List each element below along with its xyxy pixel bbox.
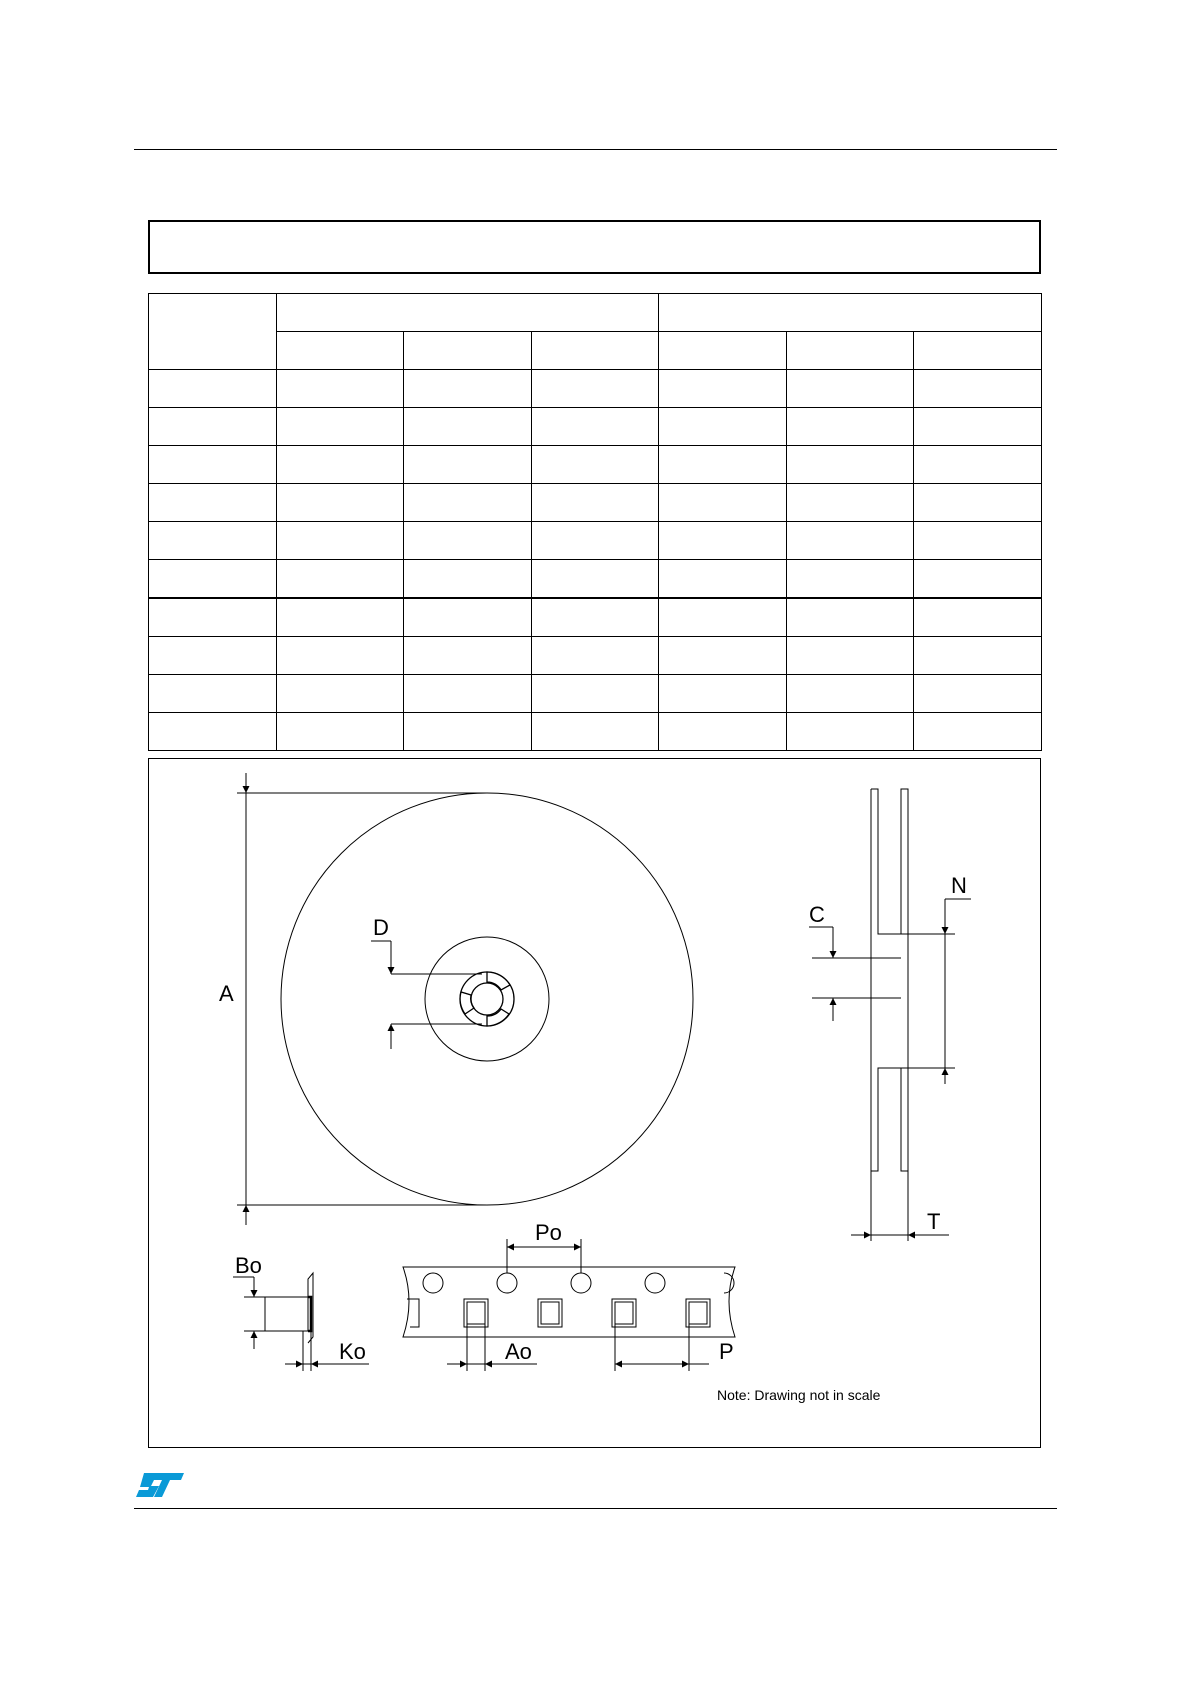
pocket bbox=[612, 1299, 636, 1327]
table-row bbox=[149, 408, 1042, 446]
header-cell-group-2 bbox=[659, 294, 1042, 332]
subheader-cell bbox=[787, 332, 914, 370]
label-bo: Bo bbox=[235, 1253, 262, 1278]
subheader-cell bbox=[404, 332, 532, 370]
subheader-cell bbox=[659, 332, 787, 370]
table-row bbox=[149, 560, 1042, 599]
sprocket-hole bbox=[645, 1273, 665, 1293]
st-logo-icon bbox=[134, 1470, 186, 1500]
subheader-cell bbox=[277, 332, 404, 370]
reel-and-tape-drawing bbox=[149, 759, 1042, 1449]
label-p: P bbox=[719, 1339, 734, 1364]
footer-rule bbox=[134, 1508, 1057, 1509]
table-header-row bbox=[149, 294, 1042, 332]
table-row bbox=[149, 637, 1042, 675]
pocket bbox=[538, 1299, 562, 1327]
reel-drawing-frame bbox=[148, 758, 1041, 1448]
pocket bbox=[686, 1299, 710, 1327]
table-row bbox=[149, 675, 1042, 713]
label-n: N bbox=[951, 873, 967, 898]
label-t: T bbox=[927, 1209, 941, 1234]
header-cell-ref bbox=[149, 294, 277, 370]
drawing-note: Note: Drawing not in scale bbox=[717, 1387, 881, 1403]
sprocket-hole bbox=[571, 1273, 591, 1293]
table-row bbox=[149, 522, 1042, 560]
table-row bbox=[149, 370, 1042, 408]
subheader-cell bbox=[914, 332, 1042, 370]
table-row bbox=[149, 713, 1042, 751]
header-cell-group-1 bbox=[277, 294, 659, 332]
label-ao: Ao bbox=[505, 1339, 532, 1364]
pocket bbox=[464, 1299, 488, 1327]
subheader-cell bbox=[532, 332, 659, 370]
sprocket-hole bbox=[423, 1273, 443, 1293]
sprocket-hole bbox=[497, 1273, 517, 1293]
tape-outline bbox=[403, 1267, 735, 1337]
reel-front-view bbox=[237, 773, 693, 1225]
dimensions-table bbox=[148, 293, 1042, 751]
table-row bbox=[149, 446, 1042, 484]
table-row bbox=[149, 484, 1042, 522]
reel-side-view bbox=[809, 789, 971, 1241]
tape-strip bbox=[403, 1239, 735, 1371]
table-title-box bbox=[148, 220, 1041, 274]
label-a: A bbox=[219, 981, 234, 1006]
label-c: C bbox=[809, 902, 825, 927]
table-subheader-row bbox=[149, 332, 1042, 370]
label-d: D bbox=[373, 915, 389, 940]
label-po: Po bbox=[535, 1220, 562, 1245]
table-row bbox=[149, 598, 1042, 637]
reel-hub-circle bbox=[425, 937, 549, 1061]
reel-outer-circle bbox=[281, 793, 693, 1205]
reel-spindle-icon bbox=[460, 972, 514, 1026]
header-rule bbox=[134, 149, 1057, 150]
label-ko: Ko bbox=[339, 1339, 366, 1364]
